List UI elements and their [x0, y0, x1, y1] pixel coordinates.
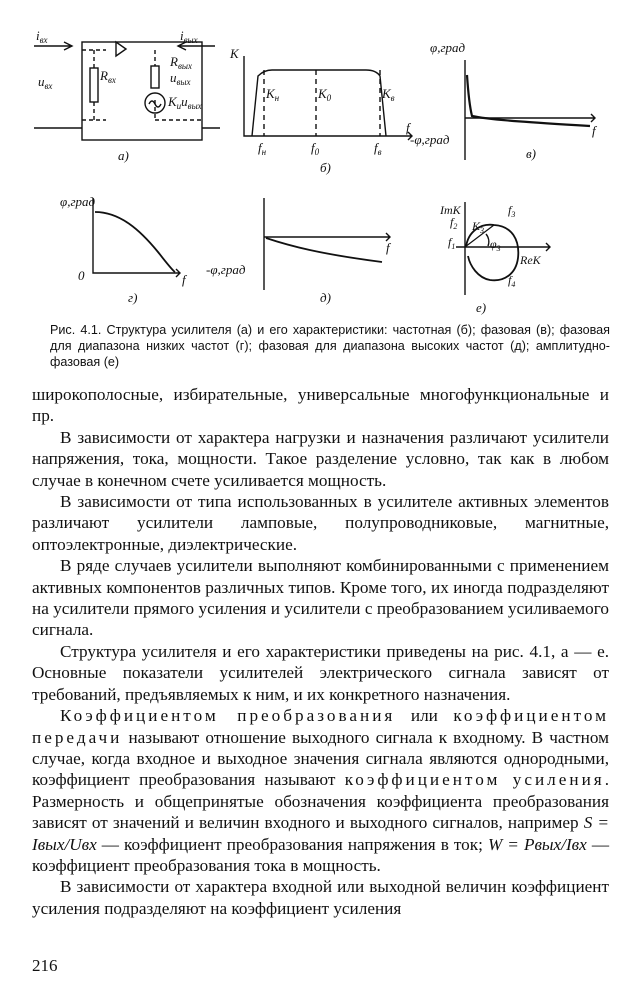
panel-v-xlabel: f [592, 123, 596, 138]
panel-g-origin: 0 [78, 268, 85, 283]
paragraph-2: В зависимости от характера нагрузки и назначения различают усилители напряжения, тока, мощности. Такое разделение условно, так как в любом случае в конечном счете усиливается мощность. [32, 427, 609, 490]
term-gain-coefficient: коэффициентом усиления [344, 770, 605, 790]
output-resistor [151, 66, 159, 88]
panel-b-labels [229, 46, 412, 175]
panel-d-labels [206, 240, 392, 305]
label-f1: $f_1$ [448, 235, 456, 251]
panel-b-curve [252, 70, 386, 136]
panel-v-ylabel: φ,град [430, 40, 466, 55]
page-number: 216 [32, 956, 58, 975]
label-ku: $K_uu_{вых}$ [168, 94, 202, 111]
panel-e-axes [456, 202, 550, 295]
panel-e-ylabel: ImK [440, 203, 461, 217]
panel-g-labels [60, 194, 188, 305]
paragraph-3: В зависимости от типа использованных в усилителе активных элементов различают усилители ламповые, полупроводниковые, магнитные, оптоэлектронные, диэлектрические. [32, 492, 609, 554]
panel-g-curve [95, 212, 175, 272]
input-branch [82, 50, 106, 120]
panel-d-neg: -φ,град [206, 262, 246, 277]
panel-d-label: д) [320, 290, 331, 305]
label-k-high: $K_в$ [382, 86, 395, 103]
figure-drawing [20, 20, 620, 320]
label-i-in: $i_{вх}$ [36, 28, 48, 45]
input-resistor [90, 68, 98, 102]
paragraph-6-text-1: или [395, 706, 454, 726]
paragraph-7: В зависимости от характера входной или выходной величин коэффициент усиления подразделяют на коэффициент усиления [32, 877, 609, 918]
figure-4-1 [20, 20, 620, 320]
paragraph-1: широкополосные, избирательные, универсальные многофункциональные и пр. [32, 385, 609, 426]
panel-d-xlabel: f [386, 240, 390, 255]
panel-a-labels [36, 28, 202, 163]
label-f3: $f_3$ [508, 203, 516, 219]
amplifier-box [82, 42, 202, 140]
label-r-out: $R_{вых}$ [170, 54, 192, 71]
paragraph-6-text-4: — коэффициент преобразования напряжения в ток; [96, 834, 488, 854]
panel-b-ylabel: K [230, 46, 239, 61]
panel-e-angle [486, 234, 489, 246]
label-i-out: $i_{вых}$ [180, 28, 198, 45]
label-r-in: $R_{вх}$ [100, 68, 116, 85]
figure-caption: Рис. 4.1. Структура усилителя (а) и его характеристики: частотная (б); фазовая (в); фазовая для диапазона низких частот (г); фазовая для диапазона высоких частот (д); амплитудно-фазовая (е) [50, 323, 610, 369]
amplifier-triangle [116, 42, 126, 56]
panel-g-label: г) [128, 290, 138, 305]
body-text [32, 384, 609, 919]
paragraph-5: Структура усилителя и его характеристики приведены на рис. 4.1, а — е. Основные показатели усилителей электрического сигнала зависят от требований, предъявляемых к ним, и их конкретного назначения. [32, 641, 609, 704]
panel-b-label: б) [320, 160, 331, 175]
label-f-high: $f_в$ [374, 140, 382, 157]
term-conversion-coefficient: Коэффициентом преобразования [60, 706, 396, 726]
paragraph-6-text-5: — коэффициент преобразования тока в мощность. [32, 834, 610, 875]
formula-s: S = Iвых/Uвх [32, 813, 609, 854]
label-f2: $f_2$ [450, 215, 458, 231]
formula-w: W = Pвых/Iвх [487, 834, 587, 854]
panel-b-guides [264, 70, 380, 136]
panel-v-label: в) [526, 146, 536, 161]
label-phi3: $\varphi_3$ [490, 237, 501, 253]
panel-v-neg: -φ,град [410, 132, 450, 147]
panel-d-curve [266, 238, 382, 262]
panel-a-label: а) [118, 148, 129, 163]
term-transfer-coefficient: коэффициентом передачи [32, 706, 609, 747]
panel-v-axes [465, 60, 595, 160]
label-k3: $K_3$ [472, 219, 485, 235]
panel-b-xlabel: f [406, 120, 410, 135]
panel-g-ylabel: φ,град [60, 194, 96, 209]
panel-e-hodograph [466, 225, 518, 281]
label-k-low: $K_н$ [266, 86, 280, 103]
panel-e-label: е) [476, 300, 487, 315]
paragraph-6 [32, 705, 609, 876]
paragraph-6-text-2: называют отношение выходного сигнала к входному. В частном случае, когда входное и выходное значения сигнала являются однородными, коэффициент преобразования называют [32, 727, 609, 790]
label-f-low: $f_н$ [258, 140, 267, 157]
label-f-mid: $f_0$ [311, 140, 320, 157]
panel-g-xlabel: f [182, 272, 186, 287]
paragraph-6-text-3: . Размерность и общепринятые обозначения коэффициента преобразования зависят от значений и величин входного и выходного сигналов, например [32, 770, 609, 833]
label-k-mid: $K_0$ [318, 86, 332, 103]
paragraph-4: В ряде случаев усилители выполняют комбинированными с применением активных компонентов различных типов. Кроме того, их иногда подразделяют на усилители прямого усиления и усилители с преобразованием усиливаемого сигнала. [32, 556, 609, 640]
label-u-in: $u_{вх}$ [38, 74, 53, 91]
label-f4: $f_4$ [508, 273, 516, 289]
label-u-out: $u_{вых}$ [170, 70, 191, 87]
panel-v-labels [410, 40, 598, 161]
panel-e-labels [439, 203, 542, 315]
panel-e-xlabel: ReK [520, 253, 541, 267]
panel-g-axes [93, 198, 180, 277]
